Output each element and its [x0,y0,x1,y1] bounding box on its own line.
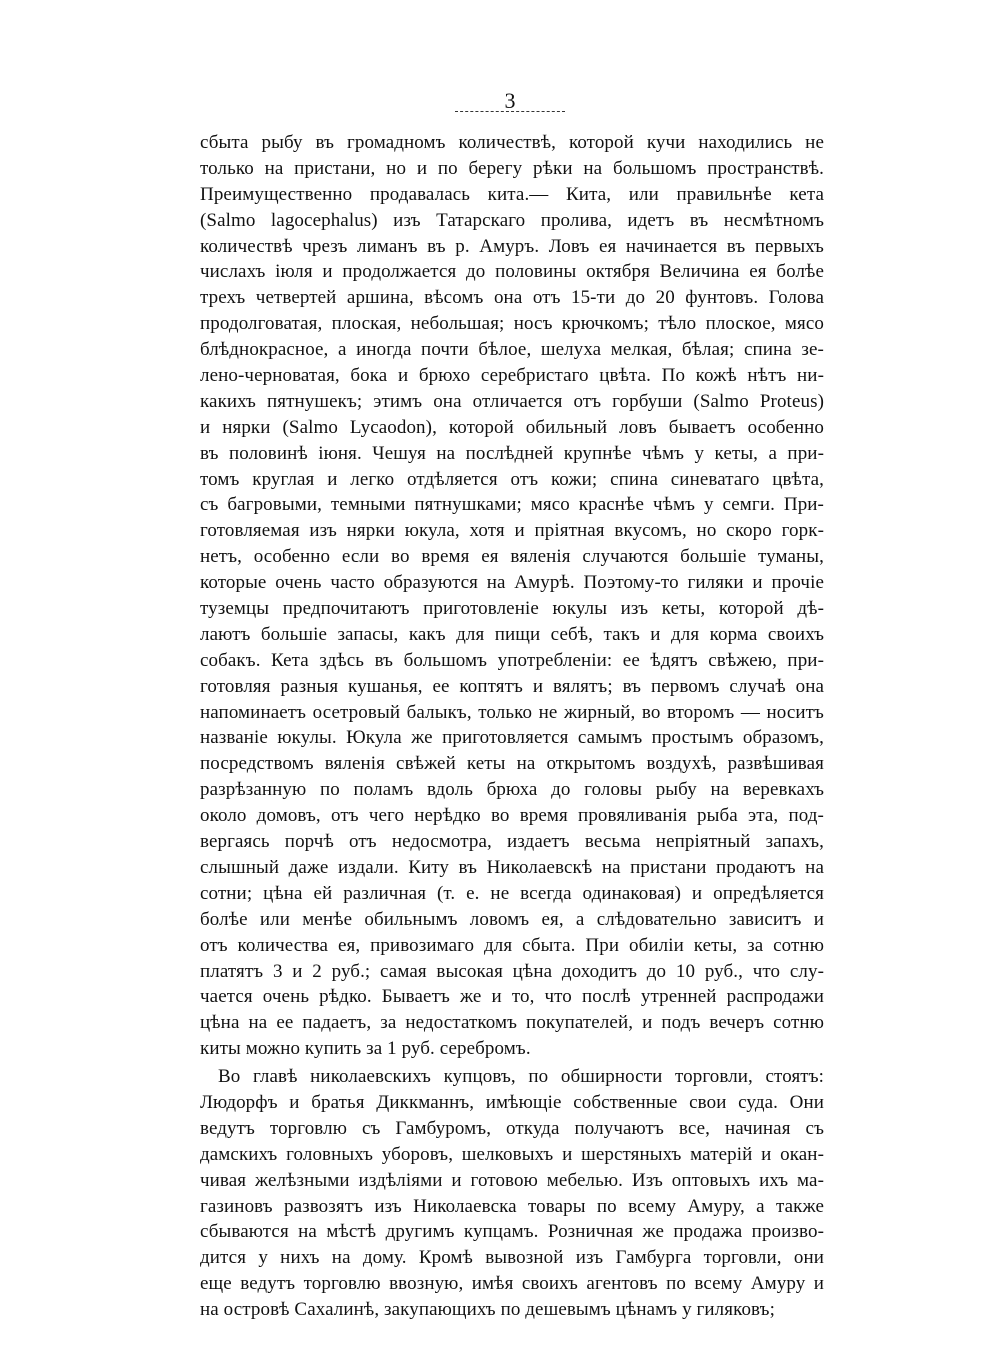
text-line: платятъ 3 и 2 руб.; самая высокая цѣна доходитъ до 10 руб., что слу- [200,960,824,982]
text-line: цѣна на ее падаетъ, за недостаткомъ покупателей, и подъ вечеръ сотню [200,1012,824,1034]
text-line: Преимущественно продавалась кита.— Кита, или правильнѣе кета [200,183,824,205]
text-line: готовляя разныя кушанья, ее коптятъ и вялятъ; въ первомъ случаѣ она [200,675,824,697]
body-text [200,130,824,1323]
text-line: лаютъ большіе запасы, какъ для пищи себѣ, такъ и для корма своихъ [200,623,824,645]
text-line: въ половинѣ іюня. Чешуя на послѣдней крупнѣе чѣмъ у кеты, а при- [200,442,824,464]
text-line: только на пристани, но и по берегу рѣки на большомъ пространствѣ. [200,157,824,179]
text-line: напоминаетъ осетровый балыкъ, только не жирный, во второмъ — носитъ [200,701,824,723]
text-line: какихъ пятнушекъ; этимъ она отличается отъ горбуши (Salmo Proteus) [200,390,824,412]
text-line: Во главѣ николаевскихъ купцовъ, по обширности торговли, стоятъ: [218,1066,824,1088]
text-line: сбыта рыбу въ громадномъ количествѣ, которой кучи находились не [200,132,824,153]
text-line: на островѣ Сахалинѣ, закупающихъ по дешевымъ цѣнамъ у гиляковъ; [200,1299,775,1321]
text-line: числахъ іюля и продолжается до половины октября Величина ея болѣе [200,261,824,283]
text-line: болѣе или менѣе обильнымъ ловомъ ея, а слѣдовательно зависитъ и [200,908,824,930]
text-line: лено-черноватая, бока и брюхо серебристаго цвѣта. По кожѣ нѣтъ ни- [200,365,824,387]
text-line: ведутъ торговлю съ Гамбуромъ, откуда получаютъ все, начиная съ [200,1117,824,1139]
text-line: собакъ. Кета здѣсь въ большомъ употребленіи: ее ѣдятъ свѣжею, при- [200,649,824,671]
text-line: дится у нихъ на дому. Кромѣ вывозной изъ Гамбурга торговли, они [200,1247,824,1269]
text-line: отъ количества ея, привозимаго для сбыта. При обиліи кеты, за сотню [200,934,824,956]
text-line: вергаясь порчѣ отъ недосмотра, издаетъ весьма непріятный запахъ, [200,831,824,853]
text-line: продолговатая, плоская, небольшая; носъ крючкомъ; тѣло плоское, мясо [200,313,824,335]
text-line: чается очень рѣдко. Бываетъ же и то, что послѣ утренней распродажи [200,986,824,1008]
text-line: блѣднокрасное, а иногда почти бѣлое, шелуха мелкая, бѣлая; спина зе- [200,339,824,361]
paragraph [200,130,824,1062]
text-line: (Salmo lagocephalus) изъ Татарскаго пролива, идетъ въ несмѣтномъ [200,209,824,231]
text-line: чивая желѣзными издѣліями и готовою мебелью. Изъ оптовыхъ ихъ ма- [200,1169,824,1191]
text-line: сотни; цѣна ей различная (т. е. не всегда одинаковая) и опредѣляется [200,882,824,904]
page-number-text: 3 [504,88,516,113]
text-line: около домовъ, отъ чего нерѣдко во время провяливанія рыба эта, под- [200,805,824,827]
text-line: томъ круглая и легко отдѣляется отъ кожи; спина синеватаго цвѣта, [200,468,824,490]
text-line: разрѣзанную по поламъ вдоль брюха до головы рыбу на веревкахъ [200,779,824,801]
text-line: посредствомъ вяленія свѣжей кеты на открытомъ воздухѣ, развѣшивая [200,753,824,775]
text-line: киты можно купить за 1 руб. серебромъ. [200,1038,531,1060]
text-line: готовляемая изъ нярки юкула, хотя и пріятная вкусомъ, но скоро горк- [200,520,824,542]
text-line: еще ведутъ торговлю ввозную, имѣя своихъ агентовъ по всему Амуру и [200,1273,824,1295]
page-number-rule [455,111,565,112]
text-line: съ багровыми, темными пятнушками; мясо краснѣе чѣмъ у семги. При- [200,494,824,516]
text-line: туземцы предпочитаютъ приготовленіе юкулы изъ кеты, которой дѣ- [200,598,824,620]
text-line: слышный даже издали. Киту въ Николаевскѣ на пристани продаютъ на [200,856,824,878]
text-line: трехъ четвертей аршина, вѣсомъ она отъ 15-ти до 20 фунтовъ. Голова [200,287,824,309]
page-number [455,88,565,114]
text-line: сбываются на мѣстѣ другимъ купцамъ. Розничная же продажа произво- [200,1221,824,1243]
paragraph [200,1064,824,1323]
text-line: количествѣ чрезъ лиманъ въ р. Амуръ. Ловъ ея начинается въ первыхъ [200,235,824,257]
text-line: и нярки (Salmo Lycaodon), которой обильный ловъ бываетъ особенно [200,416,824,438]
text-line: названіе юкулы. Юкула же приготовляется самымъ простымъ образомъ, [200,727,824,749]
text-line: которые очень часто образуются на Амурѣ. Поэтому-то гиляки и прочіе [200,572,824,594]
text-line: дамскихъ головныхъ уборовъ, шелковыхъ и шерстяныхъ матерій и окан- [200,1143,824,1165]
text-line: Людорфъ и братья Диккманнъ, имѣющіе собственные свои суда. Они [200,1091,824,1113]
text-line: нетъ, особенно если во время ея вяленія случаются большіе туманы, [200,546,824,568]
text-line: газиновъ развозятъ изъ Николаевска товары по всему Амуру, а также [200,1195,824,1217]
